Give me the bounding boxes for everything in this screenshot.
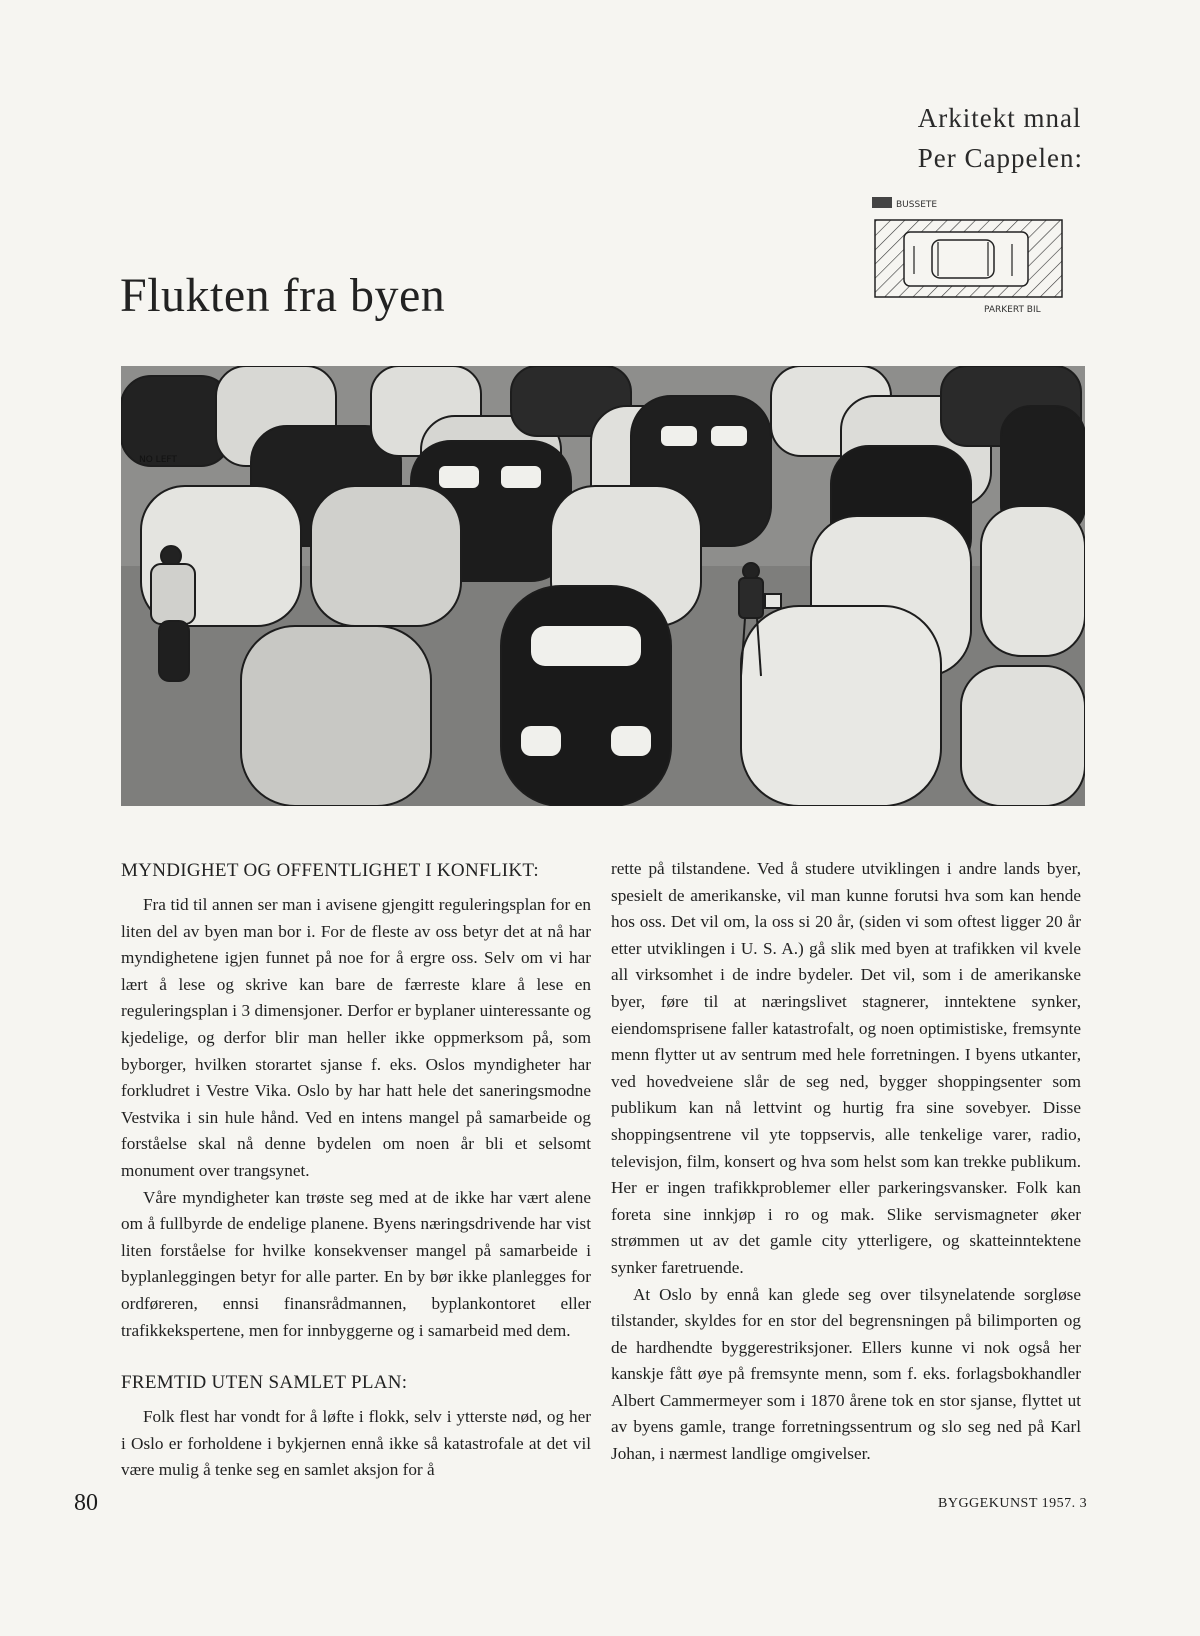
journal-footer: BYGGEKUNST 1957. 3: [938, 1496, 1088, 1511]
paragraph-5: At Oslo by ennå kan glede seg over tilsynelatende sorgløse tilstander, skyldes for en stor del begrensningen på bilimporten og de hardhendte byggerestriksjoner. Ellers kunne vi nok også her kanskje fått øye på fremsynte menn, som f. eks. forlagsbokhandler Albert Cammermeyer som i 1870 årene tok en stor sjanse, flyttet ut av byens gamle, trange forretningssentrum og slo seg ned på Karl Johan, i nærmest landlige omgivelser.: [611, 1284, 1081, 1464]
parkert-bil-label: PARKERT BIL: [984, 305, 1041, 315]
no-left-sign: NO LEFT: [139, 455, 177, 465]
author-byline: [918, 98, 1083, 178]
left-column: [121, 858, 591, 1484]
paragraph-4: rette på tilstandene. Ved å studere utviklingen i andre lands byer, spesielt de amerikanske, vil man kunne forutsi hva som kan hende hos oss. Det vil om, la oss si 20 år, (siden vi som oftest ligger 20 år etter utviklingen i U. S. A.) gå slik med byen at trafikken vil kvele all virksomhet i de indre bydeler. Det vil, som i de amerikanske byer, føre til at næringslivet stagnerer, inntektene synker, eiendomsprisene faller katastrofalt, og noen optimistiske, fremsynte menn flytter ut av sentrum med hele forretningen. I byens utkanter, ved hovedveiene slår de seg ned, bygger shoppingsenter som publikum kan nå lettvint og hurtig fra sine sovebyer. Disse shoppingsentrene vil yte toppservis, alle tenkelige varer, radio, televisjon, film, konsert og hva som helst som kan trekke publikum. Her er ingen trafikkproblemer eller parkeringsvansker. Folk kan foreta sine innkjøp i ro og mak. Slike servismagneter øker strømmen ut av det gamle city ytterligere, og skatteinntektene synker faretruende.: [611, 859, 1081, 1277]
article-title: Flukten fra byen: [120, 269, 446, 322]
section-heading-conflict: MYNDIGHET OG OFFENTLIGHET I KONFLIKT:: [121, 860, 539, 881]
right-column: [611, 856, 1081, 1468]
paragraph-1: Fra tid til annen ser man i avisene gjengitt reguleringsplan for en liten del av byen man bor i. For de fleste av oss betyr det at nå har myndighetene igjen funnet på noe for å ergre oss. Selv om vi har lært å lese og skrive kan bare de færreste klare å lese en reguleringsplan i 3 dimensjoner. Derfor er byplaner uinteressante og kjedelige, og derfor blir man heller ikke oppmerksom på, som byborger, hvilken storartet sjanse f. eks. Oslos myndigheter har forkludret i Vestre Vika. Oslo by har hatt hele det saneringsmodne Vestvika i sin hule hånd. Ved en intens mangel på samarbeide og forståelse skal nå denne bydelen om noen år bli et selsomt monument over trangsynet.: [121, 895, 591, 1180]
bus-icon: [872, 197, 892, 208]
author-name: Per Cappelen:: [917, 143, 1083, 173]
bussete-label: BUSSETE: [896, 200, 938, 210]
paragraph-3: Folk flest har vondt for å løfte i flokk, selv i ytterste nød, og her i Oslo er forholdene i bykjernen ennå ikke så katastrofale at det vil være mulig å tenke seg en samlet aksjon for å: [121, 1407, 591, 1480]
author-title: Arkitekt mnal: [917, 103, 1082, 133]
page-number: 80: [74, 1490, 98, 1516]
section-heading-future: FREMTID UTEN SAMLET PLAN:: [121, 1372, 408, 1394]
parking-diagram: [872, 196, 1082, 332]
traffic-jam-illustration: [121, 366, 1085, 806]
paragraph-2: Våre myndigheter kan trøste seg med at de ikke har vært alene om å fullbyrde de endelige planene. Byens næringsdrivende har vist liten forståelse for hvilke konsekvenser mangel på samarbeide i byplanleggingen betyr for alle parter. En by bør ikke planlegges for ordføreren, ennsi finansrådmannen, byplankontoret eller trafikkekspertene, men for innbyggerne og i samarbeid med dem.: [121, 1187, 591, 1340]
